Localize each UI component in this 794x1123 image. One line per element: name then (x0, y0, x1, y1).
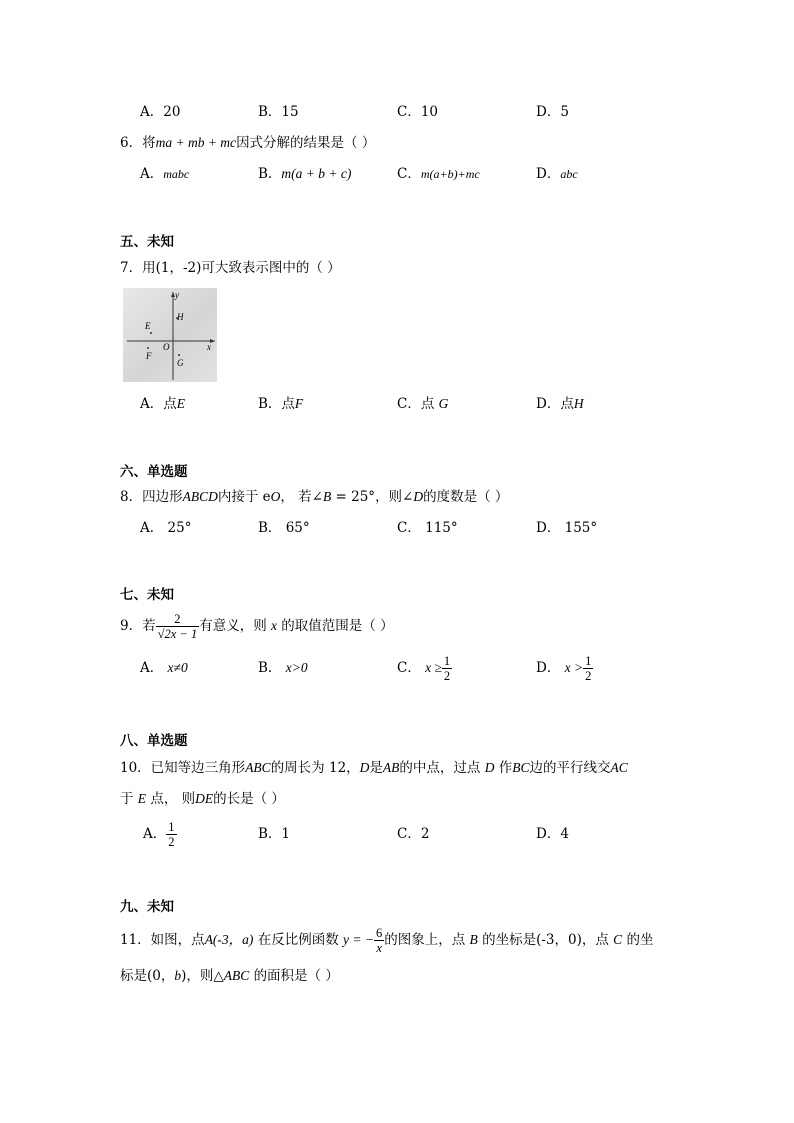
q11-l1b: 在反比例函数 (257, 932, 339, 948)
q9-c-num: 1 (443, 654, 451, 668)
q11-fraction-den: x (376, 941, 382, 955)
point-f-label: F (146, 351, 152, 361)
q9-option-b-label: B． (258, 660, 282, 676)
q6-prefix: 6．将 (120, 135, 156, 151)
q9-option-c-label: C． (397, 660, 421, 676)
q10-l2c: 的长是（ ） (213, 791, 285, 807)
q8-abcd: ABCD (182, 489, 218, 504)
q10-l1c: 是 (369, 760, 383, 776)
coordinate-plane-svg (123, 288, 217, 382)
q8-option-b: B． 65° (258, 520, 310, 536)
q9-option-a-value: x≠0 (167, 660, 188, 675)
q11-l1a: 11．如图，点 (120, 932, 205, 948)
q9-fraction-num: 2 (156, 612, 200, 627)
q6-suffix: 因式分解的结果是（ ） (236, 135, 376, 151)
q9-option-d-label: D． (536, 660, 561, 676)
q9-fraction-den: √2x − 1 (157, 627, 198, 641)
q7-option-c (397, 394, 448, 414)
q9-option-c (397, 648, 452, 688)
q7-option-d-label: D．点 (536, 396, 574, 412)
q6-option-b-value: m(a + b + c) (281, 166, 352, 181)
q6-option-c-value: m(a+b)+mc (420, 167, 480, 181)
q8-option-d: D． 155° (536, 520, 598, 536)
q9-option-b (258, 658, 308, 678)
q9-stem (120, 606, 394, 646)
q7-option-a-value: E (176, 396, 185, 411)
q8-option-c: C． 115° (397, 520, 458, 536)
q5-option-b: B．15 (258, 104, 299, 120)
q8-prefix: 8．四边形 (120, 489, 183, 505)
q11-b-var: b (174, 968, 182, 983)
coordinate-figure (123, 288, 217, 382)
q10-l1f: 边的平行线交 (529, 760, 611, 776)
q10-l1a: 10．已知等边三角形 (120, 760, 246, 776)
q10-a-den: 2 (168, 835, 175, 849)
q10-ac: AC (610, 760, 628, 775)
q7-option-a-label: A．点 (140, 396, 177, 412)
section-heading-9: 九、未知 (120, 899, 174, 915)
q10-l1b: 的周长为 12， (270, 760, 360, 776)
q6-option-d-value: abc (560, 167, 578, 181)
q6-option-a-value: mabc (163, 167, 190, 181)
q7-option-d (536, 394, 584, 414)
q7-option-c-value: G (438, 396, 449, 411)
q6-option-d-label: D． (536, 166, 561, 182)
q11-l1d: 的坐标是(-3，0)，点 (482, 932, 609, 948)
q6-option-a-label: A． (140, 166, 164, 182)
q10-e: E (137, 791, 147, 806)
q9-c-den: 2 (443, 669, 451, 683)
q6-expr: ma + mb + mc (155, 135, 237, 150)
q9-option-d (536, 648, 593, 688)
q8-mid2: ， 若∠ (280, 489, 323, 505)
q10-l1e: 作 (498, 760, 513, 776)
section-heading-6: 六、单选题 (120, 464, 188, 480)
q5-option-a: A．20 (140, 104, 181, 120)
q10-option-a-fraction (166, 820, 176, 849)
q9-radicand: 2x − 1 (164, 627, 198, 641)
q11-fraction-num: 6 (375, 926, 383, 940)
q11-l1e: 的坐 (626, 932, 654, 948)
q8-stem (120, 487, 508, 507)
q6-option-a (140, 164, 189, 184)
q9-option-a-label: A． (140, 660, 164, 676)
q11-l2c: 的面积是（ ） (253, 968, 339, 984)
q10-de: DE (195, 791, 214, 806)
q6-option-c (397, 164, 480, 184)
q6-option-c-label: C． (397, 166, 421, 182)
q7-option-b-label: B．点 (258, 396, 295, 412)
q8-o: O (270, 489, 281, 504)
q10-abc: ABC (245, 760, 271, 775)
q8-angle: = 25° (331, 489, 376, 505)
origin-label: O (163, 342, 170, 352)
q7-option-c-label: C．点 (397, 396, 435, 412)
point-g-label: G (177, 358, 184, 368)
q10-stem-line1 (120, 758, 628, 778)
q11-l2a: 标是(0， (120, 968, 175, 984)
q9-suffix2: 的取值范围是（ ） (281, 618, 394, 634)
q10-l2b: 点， 则 (150, 791, 196, 807)
q7-option-d-value: H (573, 396, 584, 411)
q11-c: C (613, 932, 623, 947)
q11-l1c: 的图象上，点 (384, 932, 466, 948)
q10-option-a-label: A． (143, 826, 167, 842)
q7-option-b-value: F (294, 396, 304, 411)
q11-y: y = − (343, 932, 374, 947)
q9-prefix: 9．若 (120, 618, 156, 634)
q8-b: B (322, 489, 332, 504)
q6-option-d (536, 164, 578, 184)
q11-stem-line2 (120, 966, 339, 986)
section-heading-5: 五、未知 (120, 234, 174, 250)
q8-mid: 内接于 e (217, 489, 271, 505)
q8-suffix: 的度数是（ ） (423, 489, 509, 505)
q9-option-b-value: x>0 (285, 660, 308, 675)
q8-d: D (413, 489, 424, 504)
point-h-label: H (177, 312, 184, 322)
q6-option-b-label: B． (258, 166, 282, 182)
x-axis-label: x (207, 342, 211, 352)
q9-option-c-rel: x ≥ (425, 660, 442, 675)
q11-abc: ABC (223, 968, 250, 983)
q10-option-a (143, 814, 177, 854)
q10-option-d: D．4 (536, 826, 569, 842)
point-e-label: E (145, 321, 151, 331)
q9-option-c-fraction (442, 654, 452, 683)
q5-option-c: C．10 (397, 104, 439, 120)
q9-var: x (271, 618, 277, 633)
q8-mid3: ，则∠ (375, 489, 414, 505)
q9-d-den: 2 (585, 669, 592, 683)
q5-option-d: D．5 (536, 104, 569, 120)
q10-d: D (359, 760, 370, 775)
q10-bc: BC (512, 760, 530, 775)
q9-option-a (140, 658, 188, 678)
q6-option-b (258, 164, 351, 184)
q11-a-point: A(-3，a) (204, 932, 254, 947)
q10-option-b: B．1 (258, 826, 291, 842)
q10-l2a: 于 (120, 791, 134, 807)
q9-fraction (156, 612, 200, 641)
q6-stem (120, 133, 375, 153)
q7-stem: 7．用(1，-2)可大致表示图中的（ ） (120, 260, 341, 276)
q10-option-c: C．2 (397, 826, 430, 842)
q9-option-d-rel: x > (564, 660, 584, 675)
q11-b: B (469, 932, 478, 947)
q10-a-num: 1 (168, 820, 175, 834)
q11-fraction (374, 926, 384, 955)
q10-ab: AB (382, 760, 400, 775)
y-axis-label: y (175, 290, 179, 300)
section-heading-7: 七、未知 (120, 587, 174, 603)
q9-d-num: 1 (585, 654, 592, 668)
q10-l1d: 的中点，过点 (399, 760, 481, 776)
q9-suffix1: 有意义，则 (199, 618, 267, 634)
q11-l2b: )，则△ (181, 968, 224, 984)
q10-stem-line2 (120, 789, 285, 809)
q9-option-d-fraction (583, 654, 593, 683)
q8-option-a: A． 25° (140, 520, 192, 536)
q10-d2: D (484, 760, 495, 775)
q11-stem-line1 (120, 920, 653, 960)
q7-option-b (258, 394, 303, 414)
q7-option-a (140, 394, 185, 414)
section-heading-8: 八、单选题 (120, 733, 188, 749)
